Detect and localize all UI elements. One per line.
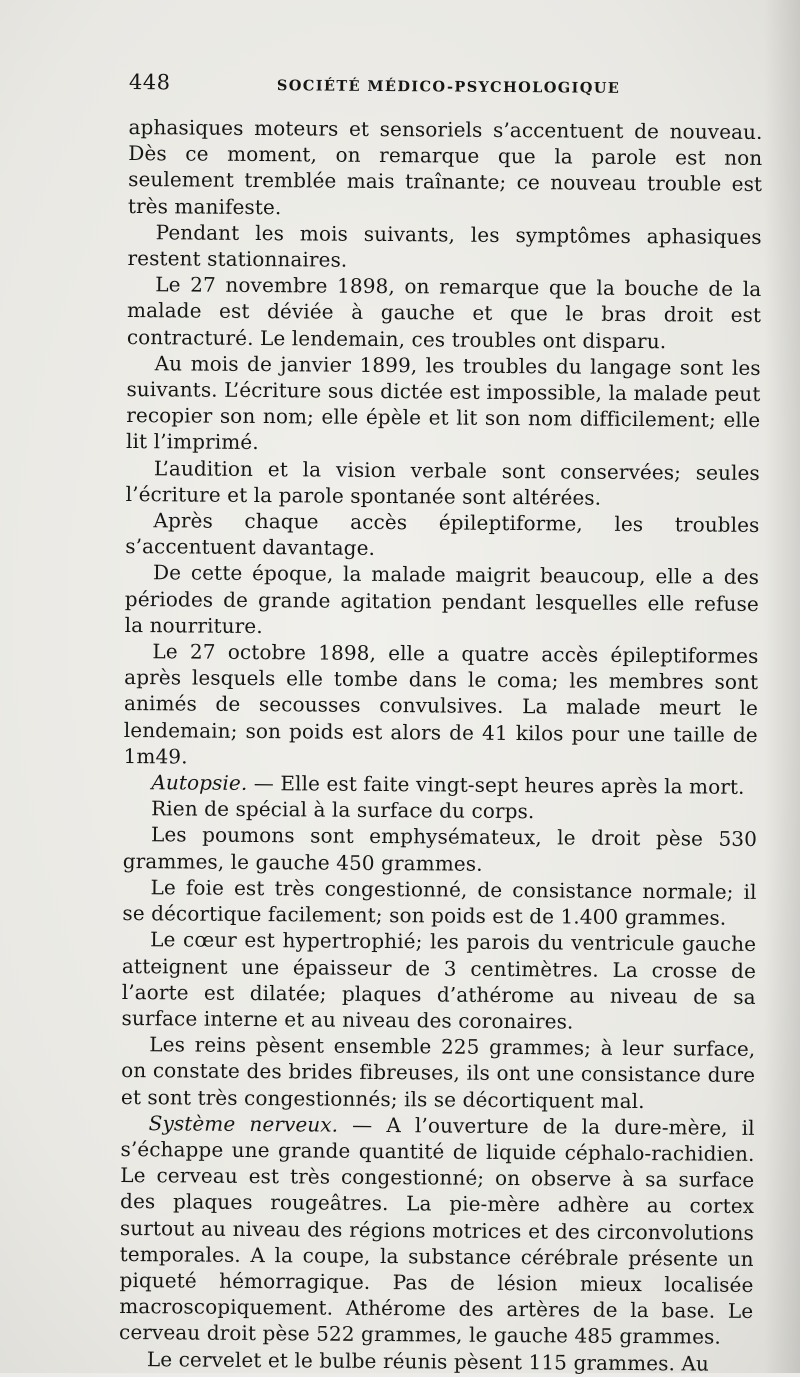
paragraph xyxy=(125,507,759,564)
body-text xyxy=(119,114,763,1377)
paragraph xyxy=(124,638,759,774)
paragraph-text: Le cervelet et le bulbe réunis pèsent 115 grammes. Au xyxy=(146,1346,710,1376)
paragraph-text: aphasiques moteurs et sensoriels s’accentuent de nouveau. Dès ce moment, on remarque que la parole est non seulement tremblée mais traînante; ce nouveau trouble est très manifeste. xyxy=(127,114,763,219)
paragraph-text: Au mois de janvier 1899, les troubles du langage sont les suivants. L’écriture sous dictée est impossible, la malade peut recopier son nom; elle épèle et lit son nom difficilement; elle lit l’imprimé. xyxy=(125,351,761,455)
paragraph-text: Le 27 octobre 1898, elle a quatre accès épileptiformes après lesquels elle tombe dans le coma; les membres sont animés de secousses convulsives. La malade meurt le lendemain; son poids est alors de 41 kilos pour une taille de 1m49. xyxy=(123,639,759,769)
paragraph-lead: Autopsie. xyxy=(151,770,248,796)
paragraph xyxy=(123,821,757,878)
paragraph-text: Pendant les mois suivants, les symptômes aphasiques restent stationnaires. xyxy=(127,220,762,272)
paragraph-text: Le cœur est hypertrophié; les parois du ventricule gauche atteignent une épaisseur de 3 centimètres. La crosse de l’aorte est dilatée; plaques d’athérome au niveau de sa surface interne et au niveau des coronaires. xyxy=(121,927,757,1034)
paragraph-lead: Système nerveux. xyxy=(148,1110,339,1137)
paragraph-text: Le 27 novembre 1898, on remarque que la bouche de la malade est déviée à gauche et que le bras droit est contracturé. Le lendemain, ces troubles ont disparu. xyxy=(126,272,762,353)
paragraph-text: Rien de spécial à la surface du corps. xyxy=(151,796,535,824)
paragraph-text: L’audition et la vision verbale sont conservées; seules l’écriture et la parole spontanée sont altérées. xyxy=(125,455,760,510)
paragraph xyxy=(128,114,763,224)
paragraph xyxy=(127,219,761,276)
page-content xyxy=(119,70,763,1377)
paragraph xyxy=(126,350,761,460)
paragraph-text: Le foie est très congestionné, de consistance normale; il se décortique facilement; son poids est de 1.400 grammes. xyxy=(122,875,757,930)
paragraph-text: Les reins pèsent ensemble 225 grammes; à leur surface, on constate des brides fibreuses, ils ont une consistance dure et sont très congestionnés; ils se décortiquent mal. xyxy=(120,1032,756,1113)
running-header xyxy=(129,70,763,115)
paragraph xyxy=(119,1110,755,1351)
paragraph-text: Les poumons sont emphysémateux, le droit pèse 530 grammes, le gauche 450 grammes. xyxy=(122,822,758,876)
paragraph xyxy=(121,1031,756,1115)
paragraph-text: — Elle est faite vingt-sept heures après la mort. xyxy=(247,771,745,799)
paragraph xyxy=(127,271,762,355)
paragraph xyxy=(126,455,760,512)
paragraph xyxy=(119,1346,753,1377)
page-number: 448 xyxy=(128,70,171,95)
paragraph xyxy=(121,926,756,1036)
page-edge-shadow xyxy=(764,0,800,1373)
paragraph xyxy=(122,874,756,931)
paragraph-text: Après chaque accès épileptiforme, les troubles s’accentuent davantage. xyxy=(125,508,760,561)
paragraph-text: De cette époque, la malade maigrit beaucoup, elle a des périodes de grande agitation pendant lesquelles elle refuse la nourriture. xyxy=(124,560,760,638)
running-title: SOCIÉTÉ MÉDICO-PSYCHOLOGIQUE xyxy=(276,77,621,97)
paragraph xyxy=(125,559,760,643)
paragraph-text: — A l’ouverture de la dure-mère, il s’échappe une grande quantité de liquide céphalo-rachidien. Le cerveau est très congestionné; on observe à sa surface des plaques rougeâtres. La pie-mère adhère au cortex surtout au niveau des régions motrices et des circonvolutions temporales. A la coupe, la substance cérébrale présente un piqueté hémorragique. Pas de lésion mieux localisée macroscopiquement. Athérome des artères de la base. Le cerveau droit pèse 522 grammes, le gauche 485 grammes. xyxy=(118,1112,755,1350)
